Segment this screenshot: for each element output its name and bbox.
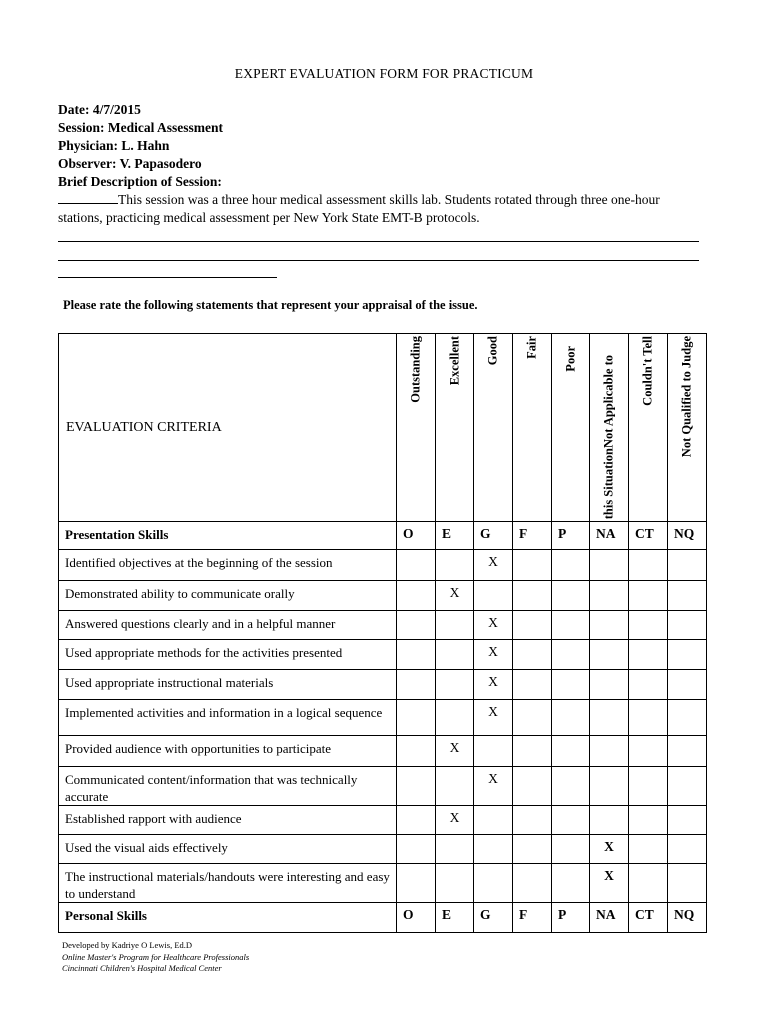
rating-abbreviation: NQ (668, 903, 707, 933)
rating-cell[interactable] (513, 767, 552, 806)
rating-cell[interactable] (474, 835, 513, 864)
rating-cell[interactable] (552, 581, 590, 611)
rating-cell[interactable] (668, 806, 707, 835)
criteria-row (59, 835, 707, 864)
rating-cell[interactable] (436, 767, 474, 806)
section-title: Personal Skills (59, 903, 397, 933)
criteria-text: Established rapport with audience (59, 806, 397, 835)
rating-abbreviation: NA (590, 903, 629, 933)
rating-cell[interactable] (397, 736, 436, 767)
rating-mark[interactable]: X (474, 767, 513, 806)
header-row (59, 334, 707, 522)
criteria-text: Used appropriate methods for the activities presented (59, 640, 397, 670)
rating-header-poor: Poor (552, 334, 590, 522)
rating-cell[interactable] (397, 806, 436, 835)
criteria-row (59, 700, 707, 736)
rating-cell[interactable] (552, 700, 590, 736)
rating-cell[interactable] (668, 581, 707, 611)
brief-description-label: Brief Description of Session: (58, 174, 222, 189)
rating-cell[interactable] (513, 806, 552, 835)
rating-cell[interactable] (590, 670, 629, 700)
footer-author: Developed by Kadriye O Lewis, Ed.D (62, 940, 193, 950)
criteria-text: Implemented activities and information in a logical sequence (59, 700, 397, 736)
criteria-row (59, 611, 707, 640)
section-header-row (59, 903, 707, 933)
criteria-text: Provided audience with opportunities to participate (59, 736, 397, 767)
rating-mark[interactable]: X (436, 581, 474, 611)
rating-cell[interactable] (436, 550, 474, 581)
criteria-row (59, 640, 707, 670)
session-meta (58, 101, 223, 191)
rating-abbreviation: E (436, 522, 474, 550)
rating-mark[interactable]: X (474, 611, 513, 640)
rating-cell[interactable] (436, 864, 474, 903)
rating-cell[interactable] (668, 767, 707, 806)
rating-abbreviation: O (397, 522, 436, 550)
session-description (58, 191, 700, 227)
rating-cell[interactable] (668, 611, 707, 640)
criteria-text: Used the visual aids effectively (59, 835, 397, 864)
session-line: Session: Medical Assessment (58, 120, 223, 135)
criteria-row (59, 550, 707, 581)
blank-line-3 (58, 277, 277, 278)
rating-cell[interactable] (629, 806, 668, 835)
rating-cell[interactable] (552, 736, 590, 767)
criteria-text: The instructional materials/handouts were interesting and easy to understand (59, 864, 397, 903)
rating-mark[interactable]: X (474, 700, 513, 736)
rating-cell[interactable] (397, 864, 436, 903)
rating-mark[interactable]: X (590, 864, 629, 903)
rating-abbreviation: P (552, 522, 590, 550)
rating-header-not-applicable: this SituationNot Applicable to (590, 334, 629, 522)
rating-cell[interactable] (668, 736, 707, 767)
rating-cell[interactable] (552, 550, 590, 581)
rating-cell[interactable] (436, 640, 474, 670)
rating-cell[interactable] (397, 835, 436, 864)
rating-header-not-qualified: Not Qualified to Judge (668, 334, 707, 522)
rating-abbreviation: O (397, 903, 436, 933)
rating-cell[interactable] (590, 736, 629, 767)
rating-mark[interactable]: X (590, 835, 629, 864)
rating-abbreviation: F (513, 903, 552, 933)
rating-abbreviation: CT (629, 903, 668, 933)
rating-cell[interactable] (513, 736, 552, 767)
rating-mark[interactable]: X (474, 550, 513, 581)
rating-abbreviation: NA (590, 522, 629, 550)
evaluation-table (58, 333, 707, 933)
rating-cell[interactable] (629, 835, 668, 864)
rating-cell[interactable] (668, 550, 707, 581)
blank-underline (58, 191, 118, 204)
rating-cell[interactable] (474, 864, 513, 903)
rating-cell[interactable] (629, 700, 668, 736)
rating-abbreviation: G (474, 522, 513, 550)
rating-cell[interactable] (513, 611, 552, 640)
criteria-row (59, 806, 707, 835)
footer-program: Online Master's Program for Healthcare Professionals (62, 951, 250, 962)
criteria-row (59, 736, 707, 767)
rating-cell[interactable] (513, 700, 552, 736)
physician-line: Physician: L. Hahn (58, 138, 170, 153)
rating-cell[interactable] (590, 581, 629, 611)
rating-cell[interactable] (436, 611, 474, 640)
rating-abbreviation: NQ (668, 522, 707, 550)
rating-cell[interactable] (552, 640, 590, 670)
criteria-row (59, 864, 707, 903)
rating-header-excellent: Excellent (436, 334, 474, 522)
rating-cell[interactable] (668, 640, 707, 670)
rating-cell[interactable] (397, 767, 436, 806)
rating-header-fair: Fair (513, 334, 552, 522)
rating-cell[interactable] (552, 806, 590, 835)
rating-cell[interactable] (590, 611, 629, 640)
rating-mark[interactable]: X (436, 736, 474, 767)
rating-cell[interactable] (629, 670, 668, 700)
rating-cell[interactable] (513, 550, 552, 581)
rating-header-outstanding: Outstanding (397, 334, 436, 522)
rating-abbreviation: F (513, 522, 552, 550)
rating-cell[interactable] (552, 611, 590, 640)
rating-cell[interactable] (513, 640, 552, 670)
blank-line-2 (58, 260, 699, 261)
rating-cell[interactable] (668, 700, 707, 736)
rating-cell[interactable] (436, 670, 474, 700)
rating-cell[interactable] (668, 864, 707, 903)
rating-cell[interactable] (436, 700, 474, 736)
rating-cell[interactable] (629, 864, 668, 903)
rating-cell[interactable] (590, 550, 629, 581)
rating-cell[interactable] (629, 736, 668, 767)
section-title: Presentation Skills (59, 522, 397, 550)
blank-line-1 (58, 241, 699, 242)
criteria-row (59, 581, 707, 611)
date-line: Date: 4/7/2015 (58, 102, 141, 117)
rating-cell[interactable] (397, 581, 436, 611)
footer-institution: Cincinnati Children's Hospital Medical Center (62, 963, 222, 973)
criteria-row (59, 670, 707, 700)
rating-cell[interactable] (590, 640, 629, 670)
section-header-row (59, 522, 707, 550)
observer-line: Observer: V. Papasodero (58, 156, 202, 171)
form-title: EXPERT EVALUATION FORM FOR PRACTICUM (234, 66, 534, 81)
rating-cell[interactable] (397, 670, 436, 700)
rating-cell[interactable] (474, 581, 513, 611)
rating-cell[interactable] (397, 640, 436, 670)
rating-abbreviation: CT (629, 522, 668, 550)
rating-cell[interactable] (629, 767, 668, 806)
rating-cell[interactable] (590, 700, 629, 736)
rating-cell[interactable] (629, 640, 668, 670)
criteria-row (59, 767, 707, 806)
rating-cell[interactable] (513, 835, 552, 864)
criteria-text: Identified objectives at the beginning of the session (59, 550, 397, 581)
rating-cell[interactable] (668, 670, 707, 700)
description-text: This session was a three hour medical assessment skills lab. Students rotated through three one-hour stations, practicing medical assessment per New York State EMT-B protocols. (58, 192, 660, 225)
rating-abbreviation: E (436, 903, 474, 933)
rating-cell[interactable] (552, 835, 590, 864)
rating-cell[interactable] (629, 581, 668, 611)
criteria-text: Communicated content/information that was technically accurate (59, 767, 397, 806)
rating-cell[interactable] (552, 767, 590, 806)
rating-cell[interactable] (474, 806, 513, 835)
rating-prompt: Please rate the following statements that represent your appraisal of the issue. (63, 298, 478, 312)
rating-header-good: Good (474, 334, 513, 522)
footer (62, 940, 249, 975)
criteria-header: EVALUATION CRITERIA (59, 334, 397, 522)
rating-cell[interactable] (397, 611, 436, 640)
rating-header-couldnt-tell: Couldn't Tell (629, 334, 668, 522)
rating-cell[interactable] (668, 835, 707, 864)
rating-cell[interactable] (436, 835, 474, 864)
rating-cell[interactable] (513, 670, 552, 700)
rating-mark[interactable]: X (436, 806, 474, 835)
rating-cell[interactable] (629, 611, 668, 640)
criteria-text: Answered questions clearly and in a helpful manner (59, 611, 397, 640)
rating-cell[interactable] (397, 550, 436, 581)
rating-cell[interactable] (590, 767, 629, 806)
rating-abbreviation: G (474, 903, 513, 933)
rating-abbreviation: P (552, 903, 590, 933)
rating-cell[interactable] (513, 864, 552, 903)
rating-mark[interactable]: X (474, 670, 513, 700)
rating-cell[interactable] (629, 550, 668, 581)
rating-cell[interactable] (590, 806, 629, 835)
rating-cell[interactable] (513, 581, 552, 611)
rating-mark[interactable]: X (474, 640, 513, 670)
rating-cell[interactable] (474, 736, 513, 767)
rating-cell[interactable] (552, 864, 590, 903)
criteria-text: Demonstrated ability to communicate orally (59, 581, 397, 611)
rating-cell[interactable] (552, 670, 590, 700)
criteria-text: Used appropriate instructional materials (59, 670, 397, 700)
rating-cell[interactable] (397, 700, 436, 736)
